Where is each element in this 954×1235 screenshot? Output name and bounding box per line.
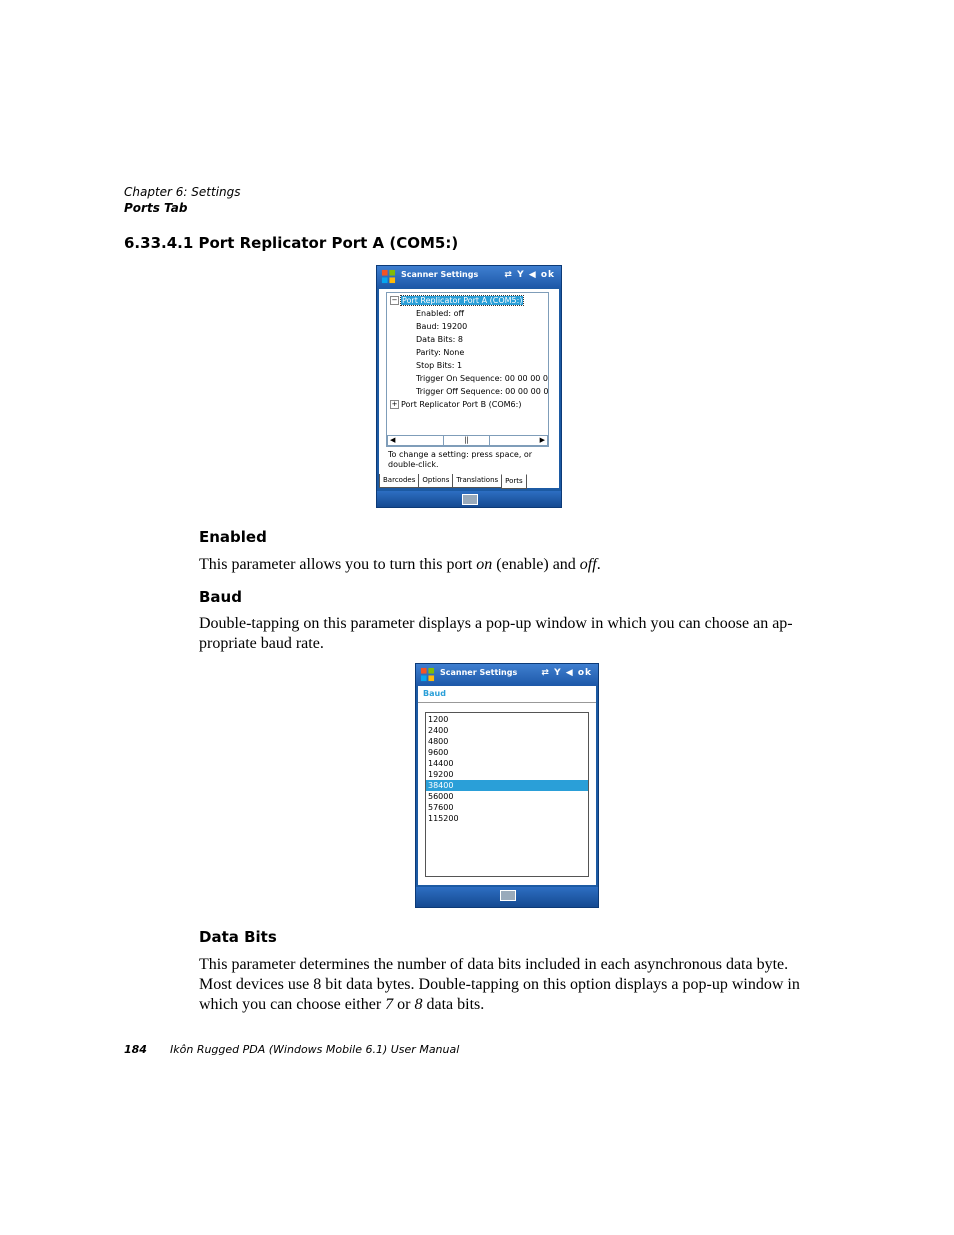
- baud-option[interactable]: 9600: [428, 748, 449, 757]
- bottom-bar: [416, 887, 598, 907]
- window-title: Scanner Settings: [401, 270, 479, 279]
- hint-text: To change a setting: press space, or double-click.: [388, 450, 533, 469]
- enabled-paragraph: This parameter allows you to turn this port on (enable) and off.: [199, 556, 601, 573]
- baud-subtitle: Baud: [423, 689, 446, 698]
- baud-option[interactable]: 1200: [428, 715, 449, 724]
- tab-strip: [379, 474, 559, 488]
- volume-icon[interactable]: ◀: [528, 270, 537, 280]
- collapse-icon[interactable]: −: [391, 296, 398, 304]
- baud-option[interactable]: 56000: [428, 792, 454, 801]
- settings-tree[interactable]: [386, 292, 549, 447]
- scanner-settings-screenshot: [376, 265, 562, 508]
- section-heading: 6.33.4.1 Port Replicator Port A (COM5:): [124, 234, 459, 252]
- tree-item[interactable]: Trigger Off Sequence: 00 00 00 0: [416, 387, 549, 396]
- tab-barcodes[interactable]: Barcodes: [379, 474, 419, 488]
- status-icons: [504, 270, 555, 280]
- baud-option[interactable]: 14400: [428, 759, 454, 768]
- divider: [418, 702, 596, 703]
- scroll-right-icon[interactable]: ▶: [539, 436, 545, 444]
- status-icons: [541, 668, 592, 678]
- tree-item[interactable]: Data Bits: 8: [416, 335, 463, 344]
- enabled-heading: Enabled: [199, 528, 267, 546]
- baud-body: [418, 686, 596, 885]
- settings-body: [379, 289, 559, 475]
- ok-button[interactable]: ok: [577, 668, 592, 678]
- connectivity-icon[interactable]: ⇄: [541, 668, 550, 678]
- ok-button[interactable]: ok: [540, 270, 555, 280]
- section-header: Ports Tab: [124, 201, 188, 215]
- tree-item[interactable]: Enabled: off: [416, 309, 464, 318]
- connectivity-icon[interactable]: ⇄: [504, 270, 513, 280]
- baud-option[interactable]: 57600: [428, 803, 454, 812]
- manual-title: Ikôn Rugged PDA (Windows Mobile 6.1) User Manual: [170, 1043, 460, 1056]
- databits-heading: Data Bits: [199, 928, 277, 946]
- scroll-thumb[interactable]: ||: [443, 436, 490, 445]
- windows-start-icon[interactable]: [420, 667, 435, 682]
- baud-option[interactable]: 19200: [428, 770, 454, 779]
- baud-popup-screenshot: [415, 663, 599, 908]
- tree-item[interactable]: Baud: 19200: [416, 322, 468, 331]
- baud-listbox[interactable]: [425, 712, 589, 877]
- tree-item[interactable]: Parity: None: [416, 348, 465, 357]
- databits-paragraph: This parameter determines the number of data bits included in each asynchronous data byte. Most devices use 8 bit data bytes. Double-tapping on this option displays a pop-up window in which you can choose either 7 or 8 data bits.: [199, 956, 800, 1013]
- tree-node-port-a[interactable]: − Port Replicator Port A (COM5:): [391, 296, 523, 305]
- title-bar: [377, 266, 561, 288]
- baud-option[interactable]: 2400: [428, 726, 449, 735]
- volume-icon[interactable]: ◀: [565, 668, 574, 678]
- tab-ports[interactable]: Ports: [501, 474, 527, 489]
- tree-item[interactable]: Trigger On Sequence: 00 00 00 0: [416, 374, 548, 383]
- keyboard-icon[interactable]: [500, 890, 516, 901]
- page-number: 184: [124, 1043, 147, 1056]
- signal-icon[interactable]: Y: [517, 270, 525, 280]
- horizontal-scrollbar[interactable]: [387, 435, 548, 446]
- chapter-header: Chapter 6: Settings: [124, 185, 241, 199]
- window-title: Scanner Settings: [440, 668, 518, 677]
- tree-item[interactable]: Stop Bits: 1: [416, 361, 463, 370]
- expand-icon[interactable]: +: [391, 400, 398, 408]
- tab-options[interactable]: Options: [418, 474, 453, 488]
- baud-option[interactable]: 115200: [428, 814, 459, 823]
- signal-icon[interactable]: Y: [554, 668, 562, 678]
- title-bar: [416, 664, 598, 686]
- baud-paragraph: Double-tapping on this parameter displays a pop-up window in which you can choose an ap-propriate baud rate.: [199, 615, 793, 652]
- baud-heading: Baud: [199, 588, 242, 606]
- bottom-bar: [377, 491, 561, 507]
- scroll-left-icon[interactable]: ◀: [390, 436, 396, 444]
- baud-option-selected[interactable]: 38400: [426, 780, 588, 791]
- tab-translations[interactable]: Translations: [452, 474, 502, 488]
- tree-node-port-b[interactable]: + Port Replicator Port B (COM6:): [391, 400, 522, 409]
- keyboard-icon[interactable]: [462, 494, 478, 505]
- windows-start-icon[interactable]: [381, 269, 396, 284]
- baud-option[interactable]: 4800: [428, 737, 449, 746]
